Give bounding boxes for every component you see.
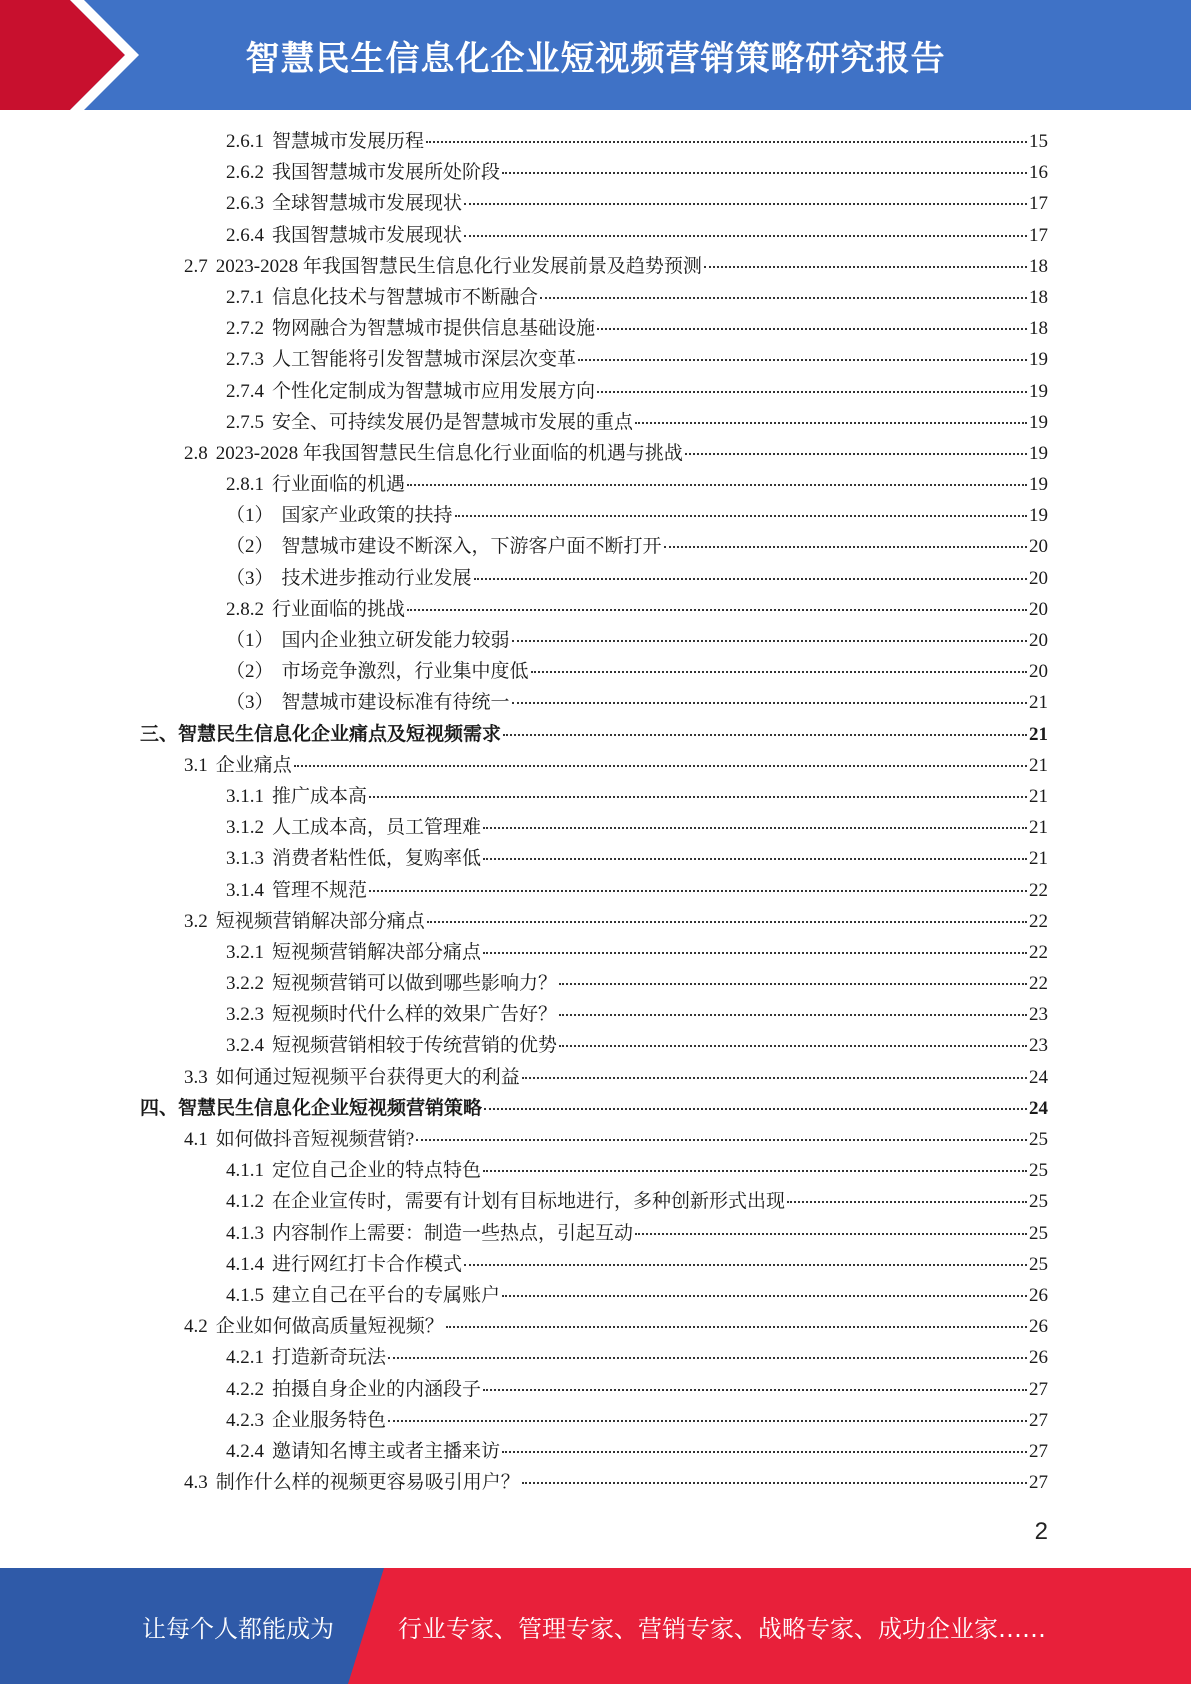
- toc-dot-leader: [635, 1233, 1027, 1235]
- toc-entry-page: 15: [1029, 131, 1048, 152]
- toc-entry-title: 人工成本高，员工管理难: [272, 817, 482, 839]
- toc-entry-title: 2023-2028 年我国智慧民生信息化行业发展前景及趋势预测: [215, 255, 702, 277]
- toc-entry-page: 20: [1029, 661, 1048, 683]
- toc-entry[interactable]: [140, 1405, 1048, 1436]
- toc-entry[interactable]: [140, 812, 1048, 843]
- toc-entry[interactable]: [140, 1374, 1048, 1405]
- toc-dot-leader: [483, 827, 1027, 829]
- toc-entry[interactable]: [140, 313, 1048, 344]
- page-number: 2: [1034, 1518, 1048, 1545]
- toc-entry-page: 19: [1029, 349, 1048, 371]
- toc-dot-leader: [455, 515, 1027, 517]
- toc-entry-number: 3.2.1: [226, 941, 264, 963]
- toc-entry-page: 19: [1029, 474, 1048, 496]
- toc-entry-page: 21: [1029, 817, 1048, 839]
- toc-entry-title: 如何通过短视频平台获得更大的利益: [215, 1066, 520, 1088]
- toc-dot-leader: [427, 921, 1027, 923]
- toc-entry-number: 2.8.2: [226, 598, 264, 620]
- toc-entry[interactable]: [140, 1311, 1048, 1342]
- toc-dot-leader: [559, 983, 1027, 985]
- toc-entry-page: 16: [1029, 162, 1048, 184]
- toc-entry-page: 22: [1029, 973, 1048, 995]
- toc-entry-number: 2.6.2: [226, 162, 264, 184]
- toc-entry[interactable]: [140, 968, 1048, 999]
- toc-dot-leader: [464, 1264, 1027, 1266]
- toc-entry-number: 4.1.1: [226, 1160, 264, 1182]
- toc-entry[interactable]: [140, 999, 1048, 1030]
- toc-dot-leader: [388, 1357, 1027, 1359]
- toc-entry[interactable]: [140, 126, 1048, 157]
- toc-entry-number: 3.1.1: [226, 785, 264, 807]
- toc-dot-leader: [483, 1170, 1027, 1172]
- toc-entry-page: 25: [1029, 1253, 1048, 1275]
- toc-entry-number: （1）: [226, 630, 274, 651]
- toc-entry[interactable]: [140, 1062, 1048, 1093]
- toc-entry-number: 2.7.1: [226, 286, 264, 308]
- toc-dot-leader: [787, 1201, 1027, 1203]
- toc-dot-leader: [704, 266, 1027, 268]
- toc-entry-title: 我国智慧城市发展现状: [272, 224, 463, 246]
- toc-entry-number: 3.2.3: [226, 1004, 264, 1026]
- toc-entry-title: 物网融合为智慧城市提供信息基础设施: [272, 318, 596, 340]
- toc-entry-number: （2）: [226, 661, 274, 683]
- toc-entry-page: 26: [1029, 1316, 1048, 1338]
- toc-entry-number: 2.7.5: [226, 411, 264, 433]
- toc-entry-page: 24: [1029, 1097, 1048, 1119]
- toc-entry-title: 消费者粘性低，复购率低: [272, 848, 482, 870]
- toc-entry-page: 26: [1029, 1347, 1048, 1369]
- toc-dot-leader: [446, 1326, 1027, 1328]
- toc-dot-leader: [540, 297, 1027, 299]
- toc-entry[interactable]: [140, 594, 1048, 625]
- toc-entry[interactable]: [140, 1155, 1048, 1186]
- footer-slogan-right: 行业专家、管理专家、营销专家、战略专家、成功企业家……: [398, 1614, 1046, 1643]
- toc-entry-number: 4.3: [184, 1472, 208, 1494]
- toc-entry-page: 21: [1029, 692, 1048, 714]
- toc-entry[interactable]: [140, 1249, 1048, 1280]
- toc-entry-title: 短视频时代什么样的效果广告好？: [272, 1004, 558, 1026]
- toc-entry-number: （3）: [226, 692, 274, 714]
- toc-entry-title: 国家产业政策的扶持: [281, 505, 453, 527]
- toc-entry-title: 行业面临的机遇: [272, 474, 406, 496]
- toc-entry-page: 26: [1029, 1284, 1048, 1306]
- toc-dot-leader: [294, 765, 1027, 767]
- toc-entry[interactable]: [140, 656, 1048, 687]
- toc-entry-page: 19: [1029, 505, 1048, 527]
- document-title: 智慧民生信息化企业短视频营销策略研究报告: [245, 38, 946, 79]
- toc-entry-title: 技术进步推动行业发展: [281, 567, 472, 589]
- toc-dot-leader: [483, 858, 1027, 860]
- header-chevron-decoration: [0, 0, 150, 110]
- toc-dot-leader: [559, 1045, 1027, 1047]
- toc-entry-number: 4.2: [184, 1316, 208, 1338]
- toc-entry-number: 3.1.3: [226, 848, 264, 870]
- toc-entry-title: 企业服务特色: [272, 1409, 387, 1431]
- toc-entry-number: 4.1.4: [226, 1253, 264, 1275]
- toc-entry[interactable]: [140, 438, 1048, 469]
- toc-entry-page: 25: [1029, 1222, 1048, 1244]
- toc-dot-leader: [426, 141, 1027, 143]
- toc-entry-title: 推广成本高: [272, 785, 368, 807]
- toc-entry-page: 21: [1029, 754, 1048, 776]
- toc-entry-title: 短视频营销解决部分痛点: [215, 910, 425, 932]
- toc-entry[interactable]: [140, 531, 1048, 562]
- toc-entry[interactable]: [140, 344, 1048, 375]
- toc-dot-leader: [578, 359, 1027, 361]
- toc-dot-leader: [416, 1139, 1027, 1141]
- toc-entry[interactable]: [140, 875, 1048, 906]
- toc-entry[interactable]: [140, 1030, 1048, 1061]
- toc-entry-title: 短视频营销可以做到哪些影响力？: [272, 973, 558, 995]
- toc-entry[interactable]: [140, 1342, 1048, 1373]
- toc-entry-title: 拍摄自身企业的内涵段子: [272, 1378, 482, 1400]
- toc-entry-number: 4.1.2: [226, 1191, 264, 1213]
- toc-entry[interactable]: [140, 750, 1048, 781]
- toc-entry-number: 4.2.3: [226, 1409, 264, 1431]
- toc-entry[interactable]: [140, 1124, 1048, 1155]
- toc-dot-leader: [597, 328, 1027, 330]
- toc-entry-page: 27: [1029, 1472, 1048, 1494]
- toc-entry-title: 制作什么样的视频更容易吸引用户？: [215, 1472, 520, 1494]
- toc-entry-page: 18: [1029, 286, 1048, 308]
- toc-entry-page: 25: [1029, 1191, 1048, 1213]
- toc-entry-number: 2.6.4: [226, 224, 264, 246]
- toc-entry[interactable]: [140, 563, 1048, 594]
- toc-entry-page: 18: [1029, 255, 1048, 277]
- toc-entry[interactable]: [140, 1436, 1048, 1467]
- toc-entry-page: 17: [1029, 193, 1048, 215]
- toc-entry-page: 27: [1029, 1440, 1048, 1462]
- toc-entry-number: 3.1.2: [226, 817, 264, 839]
- toc-entry[interactable]: [140, 188, 1048, 219]
- toc-entry-title: 智慧民生信息化企业痛点及短视频需求: [178, 723, 502, 745]
- toc-entry-number: （2）: [226, 536, 274, 558]
- toc-dot-leader: [597, 391, 1027, 393]
- toc-entry[interactable]: [140, 251, 1048, 282]
- toc-entry-number: 3.3: [184, 1066, 208, 1088]
- toc-entry[interactable]: [140, 1218, 1048, 1249]
- toc-dot-leader: [512, 702, 1027, 704]
- toc-entry-page: 19: [1029, 380, 1048, 402]
- toc-entry[interactable]: [140, 157, 1048, 188]
- toc-dot-leader: [484, 1108, 1027, 1110]
- toc-entry-number: 3.2: [184, 910, 208, 932]
- toc-entry-page: 27: [1029, 1378, 1048, 1400]
- toc-entry-title: 智慧城市建设标准有待统一: [281, 692, 510, 714]
- toc-entry[interactable]: [140, 719, 1048, 750]
- toc-entry-number: 4.1.5: [226, 1284, 264, 1306]
- toc-dot-leader: [464, 203, 1027, 205]
- toc-entry-number: 2.8.1: [226, 474, 264, 496]
- toc-entry-page: 20: [1029, 536, 1048, 558]
- toc-entry-number: 2.7.2: [226, 318, 264, 340]
- toc-entry-page: 19: [1029, 411, 1048, 433]
- toc-entry-page: 21: [1029, 848, 1048, 870]
- toc-entry-number: 4.1.3: [226, 1222, 264, 1244]
- toc-entry-title: 安全、可持续发展仍是智慧城市发展的重点: [272, 411, 634, 433]
- toc-entry-title: 短视频营销相较于传统营销的优势: [272, 1035, 558, 1057]
- toc-dot-leader: [407, 484, 1027, 486]
- toc-entry[interactable]: [140, 687, 1048, 718]
- toc-entry-page: 17: [1029, 224, 1048, 246]
- toc-entry-title: 全球智慧城市发展现状: [272, 193, 463, 215]
- toc-entry-page: 21: [1029, 785, 1048, 807]
- toc-entry-title: 短视频营销解决部分痛点: [272, 941, 482, 963]
- toc-dot-leader: [474, 578, 1027, 580]
- toc-entry-title: 建立自己在平台的专属账户: [272, 1284, 501, 1306]
- footer-slogan-left: 让每个人都能成为: [142, 1614, 334, 1643]
- toc-dot-leader: [503, 734, 1027, 736]
- toc-entry[interactable]: [140, 469, 1048, 500]
- toc-entry[interactable]: [140, 906, 1048, 937]
- toc-dot-leader: [369, 796, 1027, 798]
- toc-entry[interactable]: [140, 1093, 1048, 1124]
- toc-entry-number: 2.6.3: [226, 193, 264, 215]
- toc-entry-number: 3.2.4: [226, 1035, 264, 1057]
- toc-entry-page: 23: [1029, 1004, 1048, 1026]
- toc-entry-number: 2.7: [184, 255, 208, 277]
- table-of-contents: [140, 126, 1048, 1498]
- toc-dot-leader: [559, 1014, 1027, 1016]
- toc-entry-title: 定位自己企业的特点特色: [272, 1160, 482, 1182]
- toc-entry-title: 个性化定制成为智慧城市应用发展方向: [272, 380, 596, 402]
- toc-entry-page: 23: [1029, 1035, 1048, 1057]
- toc-entry-title: 国内企业独立研发能力较弱: [281, 630, 510, 651]
- toc-entry-title: 智慧城市发展历程: [272, 131, 425, 152]
- toc-entry-number: 3.1.4: [226, 879, 264, 901]
- toc-entry-page: 24: [1029, 1066, 1048, 1088]
- toc-entry-title: 企业如何做高质量短视频？: [215, 1316, 444, 1338]
- toc-entry-number: 2.7.3: [226, 349, 264, 371]
- toc-entry-page: 18: [1029, 318, 1048, 340]
- toc-dot-leader: [685, 453, 1027, 455]
- toc-dot-leader: [388, 1420, 1027, 1422]
- toc-entry-page: 22: [1029, 879, 1048, 901]
- toc-entry-title: 在企业宣传时，需要有计划有目标地进行，多种创新形式出现: [272, 1191, 786, 1213]
- toc-entry[interactable]: [140, 937, 1048, 968]
- toc-dot-leader: [531, 671, 1027, 673]
- toc-entry-number: 4.2.1: [226, 1347, 264, 1369]
- toc-entry[interactable]: [140, 220, 1048, 251]
- toc-entry-page: 22: [1029, 910, 1048, 932]
- toc-entry[interactable]: [140, 282, 1048, 313]
- toc-dot-leader: [502, 172, 1027, 174]
- toc-entry-number: 三、: [140, 723, 179, 745]
- toc-dot-leader: [369, 890, 1027, 892]
- toc-entry-title: 管理不规范: [272, 879, 368, 901]
- toc-entry-number: 2.7.4: [226, 380, 264, 402]
- toc-entry-title: 我国智慧城市发展所处阶段: [272, 162, 501, 184]
- toc-dot-leader: [635, 422, 1027, 424]
- toc-entry[interactable]: [140, 1186, 1048, 1217]
- toc-entry-number: 3.1: [184, 754, 208, 776]
- toc-entry-page: 25: [1029, 1129, 1048, 1150]
- toc-entry-number: 4.2.4: [226, 1440, 264, 1462]
- toc-entry-number: （3）: [226, 567, 274, 589]
- toc-entry-page: 22: [1029, 941, 1048, 963]
- toc-entry-page: 19: [1029, 442, 1048, 464]
- toc-dot-leader: [464, 235, 1027, 237]
- toc-entry[interactable]: [140, 1467, 1048, 1498]
- toc-entry-page: 25: [1029, 1160, 1048, 1182]
- toc-entry-title: 企业痛点: [215, 754, 292, 776]
- header-banner: [0, 0, 1191, 110]
- toc-entry[interactable]: [140, 376, 1048, 407]
- toc-entry-number: 3.2.2: [226, 973, 264, 995]
- toc-entry-number: 4.1: [184, 1129, 208, 1150]
- toc-entry[interactable]: [140, 781, 1048, 812]
- toc-entry-number: （1）: [226, 505, 274, 527]
- toc-entry-title: 进行网红打卡合作模式: [272, 1253, 463, 1275]
- toc-dot-leader: [407, 609, 1027, 611]
- toc-entry[interactable]: [140, 843, 1048, 874]
- toc-entry-number: 2.6.1: [226, 131, 264, 152]
- toc-entry-title: 内容制作上需要：制造一些热点，引起互动: [272, 1222, 634, 1244]
- toc-entry-number: 4.2.2: [226, 1378, 264, 1400]
- footer-banner: [0, 1568, 1191, 1684]
- toc-dot-leader: [502, 1451, 1027, 1453]
- toc-entry-page: 20: [1029, 630, 1048, 651]
- toc-dot-leader: [483, 1389, 1027, 1391]
- toc-dot-leader: [522, 1482, 1027, 1484]
- toc-entry-title: 打造新奇玩法: [272, 1347, 387, 1369]
- toc-entry-title: 智慧城市建设不断深入，下游客户面不断打开: [281, 536, 662, 558]
- toc-entry-title: 2023-2028 年我国智慧民生信息化行业面临的机遇与挑战: [215, 442, 683, 464]
- toc-entry-number: 2.8: [184, 442, 208, 464]
- toc-entry-page: 27: [1029, 1409, 1048, 1431]
- toc-entry-page: 20: [1029, 567, 1048, 589]
- toc-dot-leader: [664, 546, 1027, 548]
- toc-entry-title: 如何做抖音短视频营销?: [215, 1129, 415, 1150]
- toc-entry-number: 四、: [140, 1097, 179, 1119]
- toc-entry-title: 信息化技术与智慧城市不断融合: [272, 286, 539, 308]
- toc-dot-leader: [502, 1295, 1027, 1297]
- toc-entry-title: 智慧民生信息化企业短视频营销策略: [178, 1097, 483, 1119]
- toc-dot-leader: [483, 952, 1027, 954]
- toc-entry[interactable]: [140, 625, 1048, 656]
- toc-entry-title: 行业面临的挑战: [272, 598, 406, 620]
- toc-dot-leader: [522, 1077, 1027, 1079]
- toc-entry-title: 市场竞争激烈，行业集中度低: [281, 661, 529, 683]
- toc-entry[interactable]: [140, 1280, 1048, 1311]
- toc-entry[interactable]: [140, 500, 1048, 531]
- toc-entry-page: 21: [1029, 723, 1048, 745]
- toc-entry-page: 20: [1029, 598, 1048, 620]
- toc-dot-leader: [512, 640, 1027, 642]
- toc-entry-title: 邀请知名博主或者主播来访: [272, 1440, 501, 1462]
- toc-entry-title: 人工智能将引发智慧城市深层次变革: [272, 349, 577, 371]
- toc-entry[interactable]: [140, 407, 1048, 438]
